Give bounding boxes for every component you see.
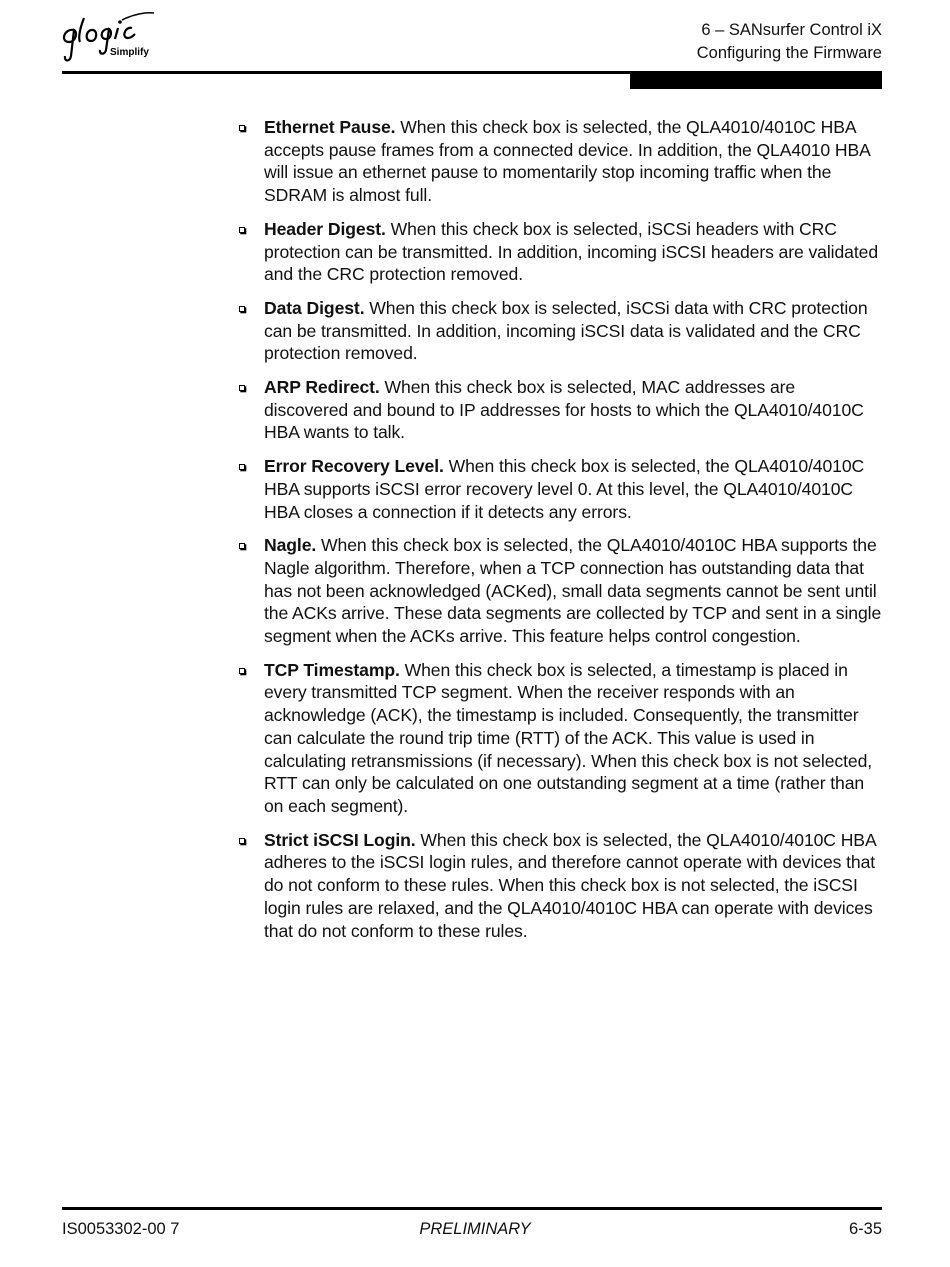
- item-term: Data Digest.: [264, 297, 365, 318]
- list-item: [236, 659, 882, 818]
- list-item: [236, 297, 882, 365]
- qlogic-logo-graphic: [60, 8, 180, 68]
- item-term: Ethernet Pause.: [264, 117, 396, 137]
- list-item: [236, 116, 882, 207]
- item-text: When this check box is selected, the QLA4010/4010C HBA supports the Nagle algorithm. Therefore, when a TCP connection has outstanding data that has not been acknowledged (ACKed), small data segments cannot be sent until the ACKs arrive. These data segments are collected by TCP and sent in a single segment when the ACKs arrive. This feature helps control congestion.: [264, 535, 882, 647]
- header-tab-bar: [630, 74, 882, 89]
- checkbox-bullet-icon: [239, 227, 245, 233]
- checkbox-bullet-icon: [239, 464, 245, 470]
- item-text: When this check box is selected, the QLA4010/4010C HBA supports iSCSI error recovery level 0. At this level, the QLA4010/4010C HBA closes a connection if it detects any errors.: [264, 456, 865, 522]
- section-title: Configuring the Firmware: [696, 44, 882, 62]
- footer-rule: [62, 1207, 882, 1210]
- item-text: When this check box is selected, a timestamp is placed in every transmitted TCP segment. When the receiver responds with an acknowledge (ACK), the timestamp is included. Consequently, the transmitter can calculate the round trip time (RTT) of the ACK. This value is used in calculating retransmissions (if necessary). When this check box is not selected, RTT can only be calculated on one outstanding segment at a time (rather than on each segment).: [264, 659, 873, 816]
- item-text: When this check box is selected, iSCSi headers with CRC protection can be transmitted. In addition, incoming iSCSI headers are validated and the CRC protection removed.: [264, 218, 879, 285]
- checkbox-bullet-icon: [239, 543, 245, 549]
- item-term: Nagle.: [264, 535, 317, 556]
- item-term: TCP Timestamp.: [264, 659, 400, 680]
- list-item: [236, 829, 882, 943]
- checkbox-bullet-icon: [239, 125, 245, 131]
- item-term: ARP Redirect.: [264, 377, 380, 398]
- logo-tagline: Simplify: [110, 47, 149, 58]
- preliminary-label: PRELIMINARY: [419, 1220, 531, 1238]
- document-number: IS0053302-00 7: [62, 1220, 180, 1238]
- checkbox-bullet-icon: [239, 306, 245, 312]
- item-text: When this check box is selected, the QLA4010/4010C HBA accepts pause frames from a connected device. In addition, the QLA4010 HBA will issue an ethernet pause to momentarily stop incoming traffic when the SDRAM is almost full.: [264, 117, 870, 206]
- item-term: Error Recovery Level.: [264, 456, 444, 477]
- item-term: Header Digest.: [264, 218, 386, 239]
- list-item: [236, 455, 882, 523]
- qlogic-logo: [60, 8, 180, 68]
- checkbox-bullet-icon: [239, 838, 245, 844]
- page-number: 6-35: [848, 1220, 882, 1238]
- list-item: [236, 376, 882, 444]
- option-list: [236, 116, 882, 953]
- list-item: [236, 218, 882, 286]
- list-item: [236, 534, 882, 648]
- item-text: When this check box is selected, MAC addresses are discovered and bound to IP addresses for hosts to which the QLA4010/4010C HBA wants to talk.: [264, 377, 864, 443]
- checkbox-bullet-icon: [239, 668, 245, 674]
- checkbox-bullet-icon: [239, 385, 245, 391]
- running-header: [697, 19, 882, 65]
- item-text: When this check box is selected, iSCSi data with CRC protection can be transmitted. In addition, incoming iSCSI data is validated and the CRC protection removed.: [264, 297, 868, 364]
- item-term: Strict iSCSI Login.: [264, 829, 416, 850]
- item-text: When this check box is selected, the QLA4010/4010C HBA adheres to the iSCSI login rules, and therefore cannot operate with devices that do not conform to these rules. When this check box is not selected, the iSCSI login rules are relaxed, and the QLA4010/4010C HBA can operate with devices that do not conform to these rules.: [264, 829, 876, 941]
- chapter-title: 6 – SANsurfer Control iX: [701, 21, 882, 39]
